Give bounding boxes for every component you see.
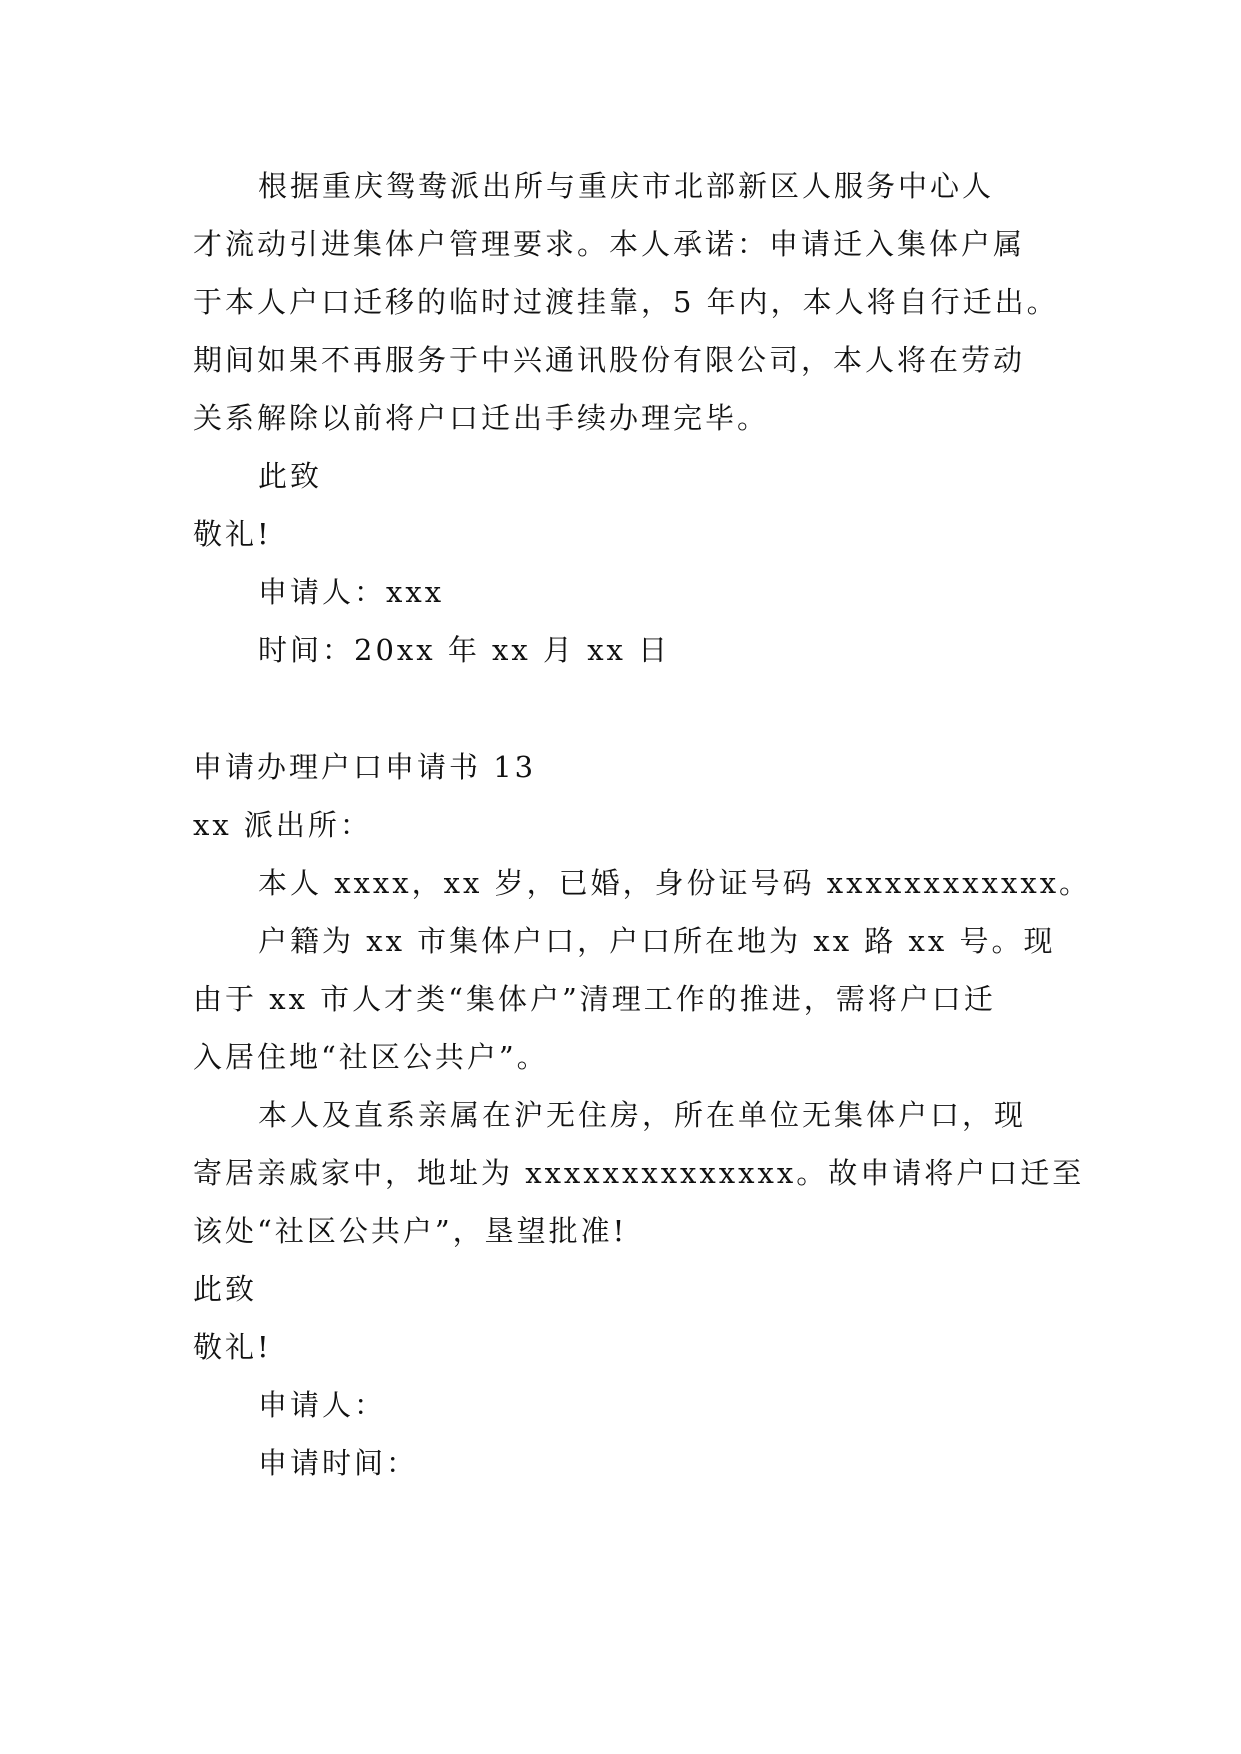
part1-body-line: 根据重庆鸳鸯派出所与重庆市北部新区人服务中心人: [258, 169, 995, 203]
part2-applicant: 申请人：: [258, 1388, 387, 1422]
part2-closing-ci-zhi: 此致: [193, 1272, 258, 1306]
part1-body-line: 才流动引进集体户管理要求。本人承诺：申请迁入集体户属: [193, 227, 1026, 261]
part1-closing-jing-li: 敬礼!: [193, 517, 272, 551]
part1-body-line: 于本人户口迁移的临时过渡挂靠，5 年内，本人将自行迁出。: [193, 285, 1059, 319]
part2-p2-line: 由于 xx 市人才类“集体户”清理工作的推进，需将户口迁: [193, 982, 996, 1016]
part2-p3-line: 该处“社区公共户”，垦望批准!: [193, 1214, 628, 1248]
part2-date: 申请时间：: [258, 1446, 419, 1480]
part2-addressee: xx 派出所：: [193, 808, 372, 842]
part1-closing-ci-zhi: 此致: [258, 459, 323, 493]
part1-date: 时间：20xx 年 xx 月 xx 日: [258, 633, 671, 667]
part2-p3-line: 本人及直系亲属在沪无住房，所在单位无集体户口，现: [258, 1098, 1027, 1132]
part2-p2-line: 户籍为 xx 市集体户口，户口所在地为 xx 路 xx 号。现: [258, 924, 1056, 958]
part2-p3-line: 寄居亲戚家中，地址为 xxxxxxxxxxxxxx。故申请将户口迁至: [193, 1156, 1085, 1190]
part1-applicant: 申请人：xxx: [258, 575, 445, 609]
part2-closing-jing-li: 敬礼!: [193, 1330, 272, 1364]
part1-body-line: 关系解除以前将户口迁出手续办理完毕。: [193, 401, 770, 435]
part2-title: 申请办理户口申请书 13: [193, 750, 537, 784]
part2-p2-line: 入居住地“社区公共户”。: [193, 1040, 549, 1074]
part1-body-line: 期间如果不再服务于中兴通讯股份有限公司，本人将在劳动: [193, 343, 1026, 377]
part2-paragraph-1: 本人 xxxx，xx 岁，已婚，身份证号码 xxxxxxxxxxxx。: [258, 866, 1092, 900]
